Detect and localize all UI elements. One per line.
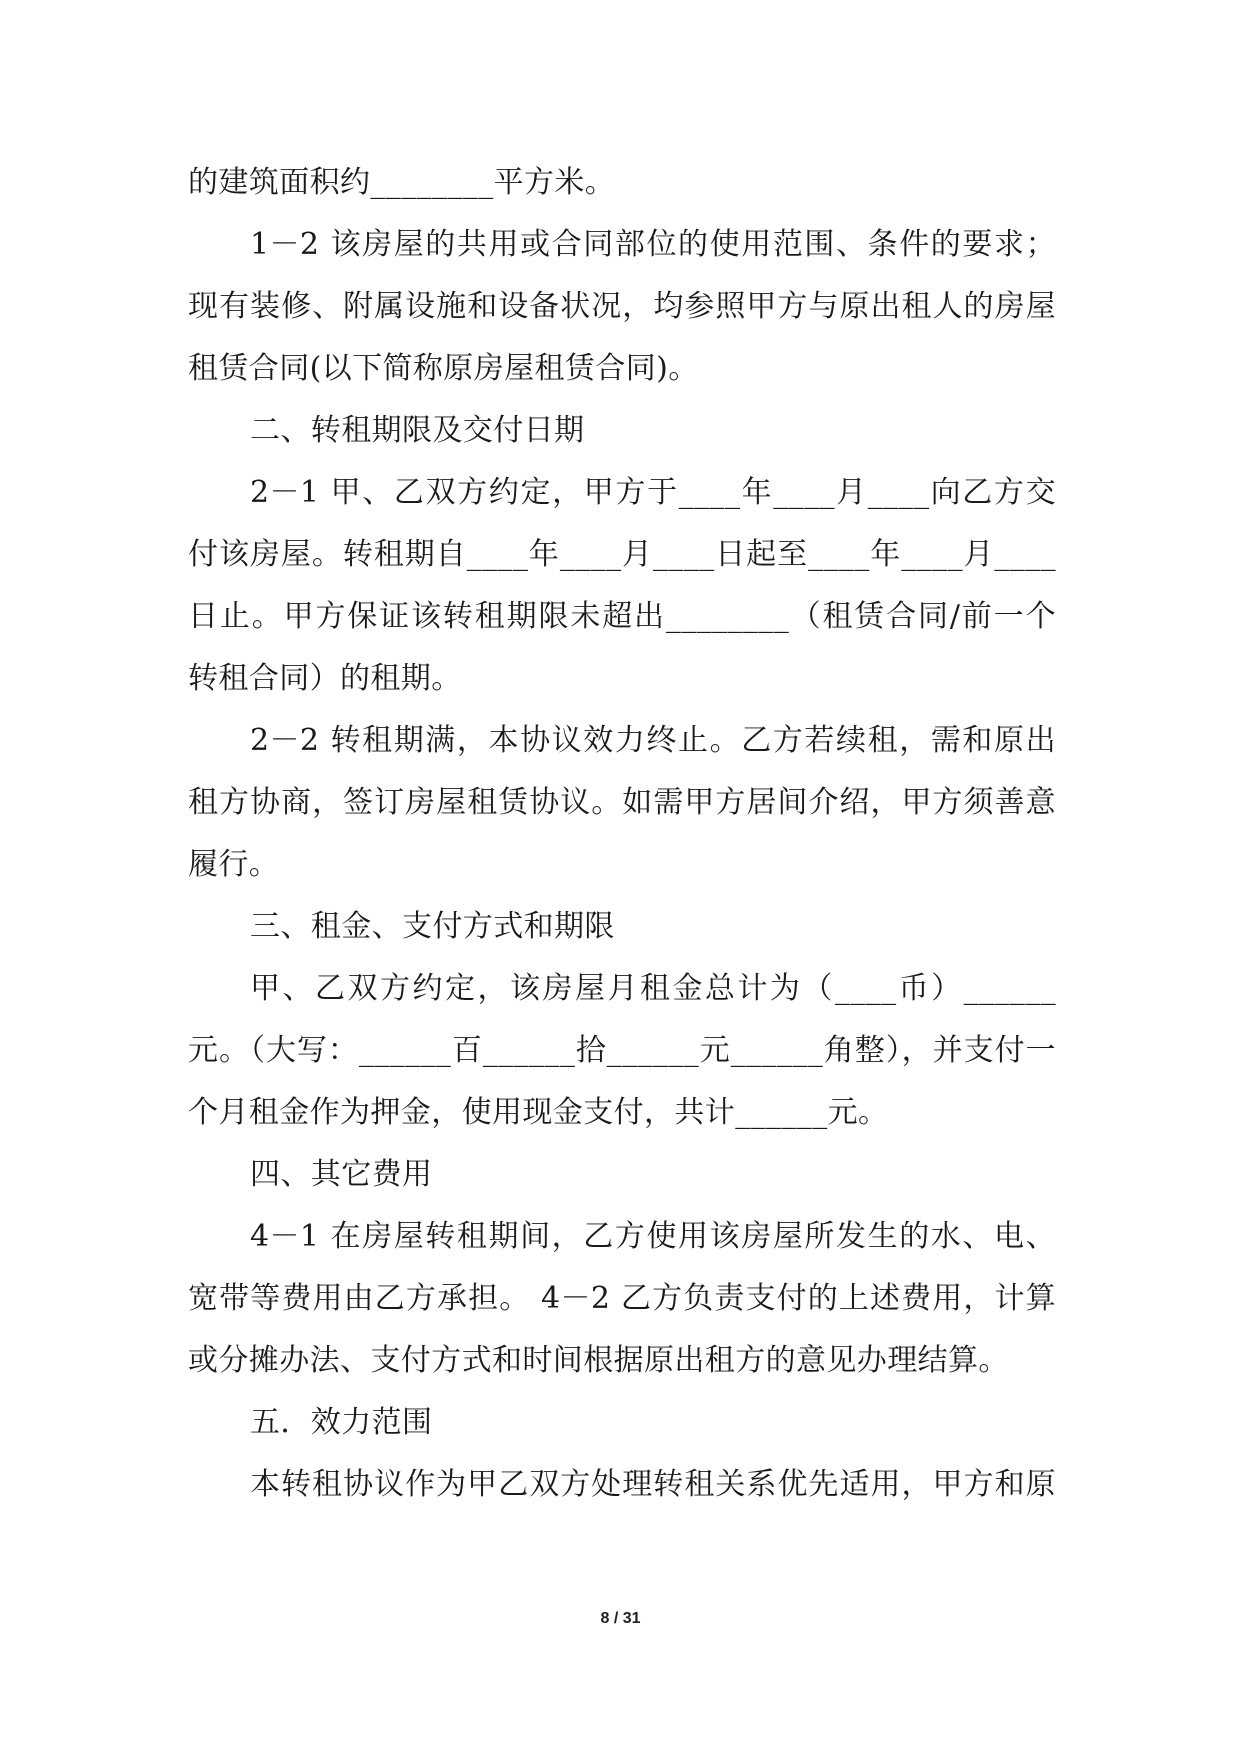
section-heading: 三、租金、支付方式和期限 [250, 909, 615, 944]
text-line: 租方协商，签订房屋租赁协议。如需甲方居间介绍，甲方须善意 [188, 785, 1056, 820]
section-heading: 五．效力范围 [250, 1405, 433, 1440]
text-line: 租赁合同(以下简称原房屋租赁合同)。 [188, 351, 699, 386]
text-line: 履行。 [188, 847, 280, 882]
page-number: 8 / 31 [600, 1610, 641, 1627]
text-line: 4－1 在房屋转租期间，乙方使用该房屋所发生的水、电、 [250, 1219, 1056, 1254]
text-line: 本转租协议作为甲乙双方处理转租关系优先适用，甲方和原 [250, 1467, 1056, 1502]
text-line: 日止。甲方保证该转租期限未超出________（租赁合同/前一个 [188, 599, 1056, 634]
text-line: 宽带等费用由乙方承担。 4－2 乙方负责支付的上述费用，计算 [188, 1281, 1056, 1316]
text-line: 甲、乙双方约定，该房屋月租金总计为（____币）______ [250, 971, 1056, 1006]
text-line: 的建筑面积约________平方米。 [188, 165, 616, 200]
text-line: 1－2 该房屋的共用或合同部位的使用范围、条件的要求； [250, 227, 1056, 262]
section-heading: 四、其它费用 [250, 1157, 433, 1192]
text-line: 个月租金作为押金，使用现金支付，共计______元。 [188, 1095, 889, 1130]
text-line: 2－1 甲、乙双方约定，甲方于____年____月____向乙方交 [250, 475, 1056, 510]
section-heading: 二、转租期限及交付日期 [250, 413, 585, 448]
text-line: 2－2 转租期满，本协议效力终止。乙方若续租，需和原出 [250, 723, 1056, 758]
text-line: 元。（大写：______百______拾______元______角整），并支付一 [188, 1033, 1056, 1068]
text-line: 转租合同）的租期。 [188, 661, 462, 696]
text-line: 或分摊办法、支付方式和时间根据原出租方的意见办理结算。 [188, 1343, 1009, 1378]
text-line: 现有装修、附属设施和设备状况，均参照甲方与原出租人的房屋 [188, 289, 1056, 324]
document-body [188, 152, 1056, 1516]
text-line: 付该房屋。转租期自____年____月____日起至____年____月____ [188, 537, 1056, 572]
